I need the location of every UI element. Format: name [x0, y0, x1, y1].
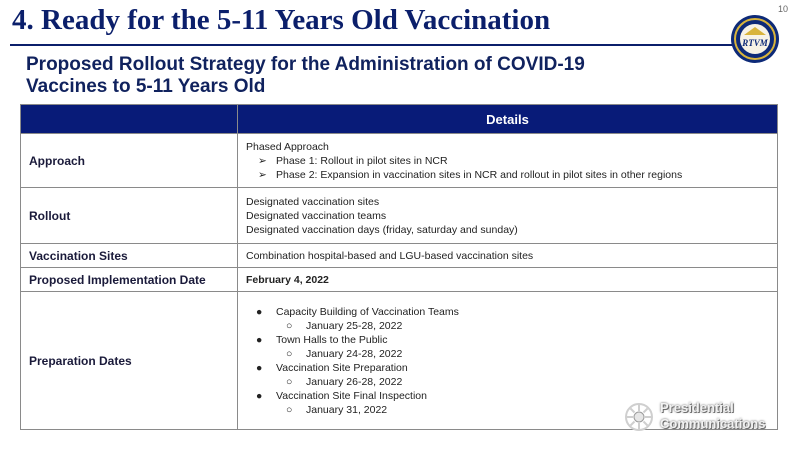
preparation-task: ● Vaccination Site Final Inspection	[256, 389, 427, 402]
pcoo-emblem-icon	[624, 402, 654, 432]
sites-value: Combination hospital-based and LGU-based vaccination sites	[238, 244, 778, 268]
table-row-sites	[21, 244, 778, 268]
preparation-task: ● Vaccination Site Preparation	[256, 361, 408, 374]
table-row-rollout	[21, 188, 778, 244]
table-row-implementation	[21, 268, 778, 292]
rollout-label: Rollout	[21, 188, 238, 244]
bullet-icon: ●	[256, 361, 263, 374]
circle-bullet-icon: ○	[286, 347, 293, 360]
arrow-bullet-icon: ➢	[258, 154, 267, 167]
approach-intro: Phased Approach	[246, 140, 329, 153]
rollout-strategy-table	[20, 104, 778, 430]
slide-title: 4. Ready for the 5-11 Years Old Vaccination	[12, 4, 551, 36]
presidential-communications-watermark	[624, 400, 784, 434]
subtitle-line-1: Proposed Rollout Strategy for the Administration of COVID-19	[26, 54, 585, 75]
title-divider	[10, 44, 732, 46]
table-header-details: Details	[238, 105, 778, 134]
bullet-icon: ●	[256, 333, 263, 346]
preparation-date: ○ January 31, 2022	[286, 403, 388, 416]
preparation-task: ● Capacity Building of Vaccination Teams	[256, 305, 459, 318]
rtvm-logo-text: RTVM	[742, 38, 768, 48]
rollout-line: Designated vaccination teams	[246, 209, 387, 222]
arrow-bullet-icon: ➢	[258, 168, 267, 181]
approach-item: ➢ Phase 2: Expansion in vaccination sites in NCR and rollout in pilot sites in other regions	[258, 168, 683, 181]
rollout-line: Designated vaccination days (friday, saturday and sunday)	[246, 223, 518, 236]
pcoo-line-1: Presidential	[660, 400, 734, 415]
preparation-task: ● Town Halls to the Public	[256, 333, 388, 346]
pcoo-text	[660, 400, 765, 432]
rollout-line: Designated vaccination sites	[246, 195, 380, 208]
subtitle-line-2: Vaccines to 5-11 Years Old	[26, 76, 266, 97]
subtitle	[26, 54, 666, 98]
preparation-label: Preparation Dates	[21, 292, 238, 430]
bullet-icon: ●	[256, 305, 263, 318]
approach-details	[238, 134, 778, 188]
circle-bullet-icon: ○	[286, 375, 293, 388]
pcoo-line-2: Communications	[660, 416, 766, 431]
rollout-details	[238, 188, 778, 244]
table-header-row	[21, 105, 778, 134]
circle-bullet-icon: ○	[286, 403, 293, 416]
preparation-date: ○ January 26-28, 2022	[286, 375, 403, 388]
table-row-approach	[21, 134, 778, 188]
preparation-date: ○ January 24-28, 2022	[286, 347, 403, 360]
approach-item: ➢ Phase 1: Rollout in pilot sites in NCR	[258, 154, 448, 167]
sites-label: Vaccination Sites	[21, 244, 238, 268]
circle-bullet-icon: ○	[286, 319, 293, 332]
bullet-icon: ●	[256, 389, 263, 402]
approach-label: Approach	[21, 134, 238, 188]
implementation-value: February 4, 2022	[238, 268, 778, 292]
rtvm-logo	[730, 14, 780, 64]
preparation-date: ○ January 25-28, 2022	[286, 319, 403, 332]
implementation-label: Proposed Implementation Date	[21, 268, 238, 292]
slide-number: 10	[778, 4, 789, 14]
table-header-blank	[21, 105, 238, 134]
